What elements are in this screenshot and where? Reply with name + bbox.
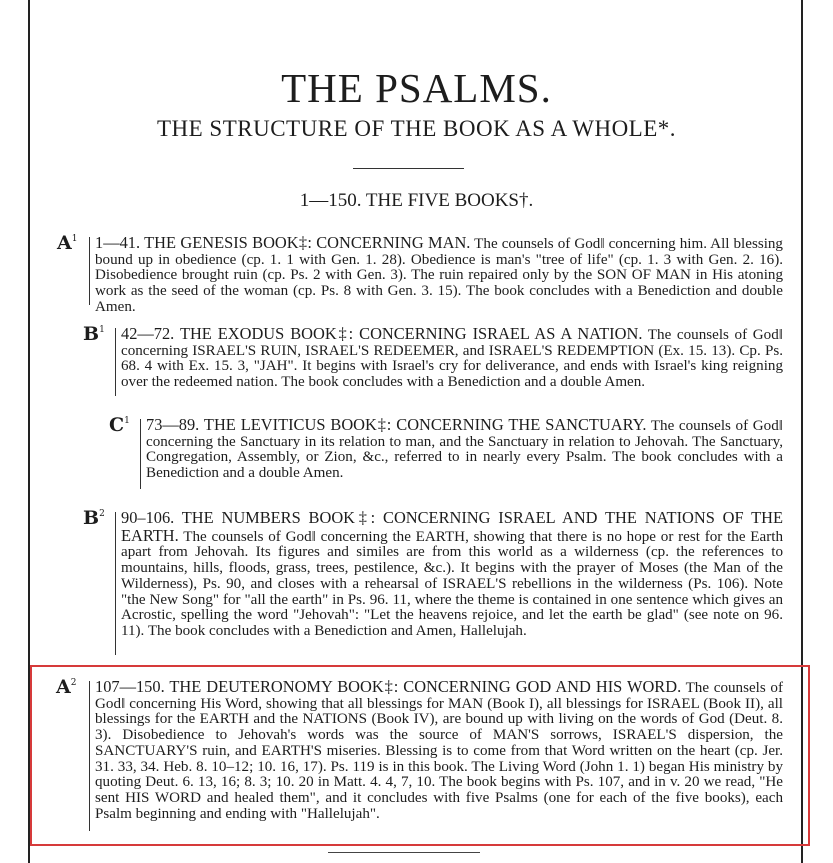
section-bar	[140, 419, 141, 489]
section-bar	[115, 512, 116, 655]
section-text	[121, 510, 783, 640]
section-bar	[89, 237, 90, 305]
section-text	[146, 417, 783, 482]
section-marker: $B^2$	[83, 507, 105, 529]
page-title: THE PSALMS.	[281, 65, 552, 111]
section-body: The counsels of God‖ concerning the EARTH, showing that there is no hope or rest for the Earth apart from Jehovah. Its figures and similes are from this world as a wilderness (cp. the references to mountains, hills, floods, grass, trees, pestilence, &c.). It begins with the prayer of Moses (the Man of the Wilderness), Ps. 90, and closes with a rehearsal of ISRAEL'S rebellions in the wilderness (Ps. 106). Note "the New Song" for "all the earth" in Ps. 96. 11, where the theme is contained in one sentence which gives an Acrostic, spelling the word "Jehovah": "Let the heavens rejoice, and let the earth be glad" (see note on 96. 11). The book concludes with a Benediction and Amen, Hallelujah.	[121, 528, 783, 639]
section-numbers	[83, 507, 783, 660]
section-exodus	[83, 323, 783, 402]
section-marker: $A^2$	[56, 676, 77, 698]
section-bar	[115, 328, 116, 396]
section-heading: 73—89. THE LEVITICUS BOOK‡: CONCERNING THE SANCTUARY.	[146, 415, 647, 434]
section-body: The counsels of God‖ concerning ISRAEL'S RUIN, ISRAEL'S REDEEMER, and ISRAEL'S REDEMPTION (Ex. 15. 13). Cp. Ps. 68. 4 with Ex. 15. 3, "JAH". It begins with Israel's cry for deliverance, and ends with Israel's king reigning over the redeemed nation. The book concludes with a Benediction and a double Amen.	[121, 327, 783, 391]
section-body: The counsels of God‖ concerning His Word, showing that all blessings for MAN (Book I), all blessings for ISRAEL (Book II), all blessings for the EARTH and the NATIONS (Book IV), are bound up with living on the words of God (Deut. 8. 3). Disobedience to Jehovah's words was the source of MAN'S sorrows, ISRAEL'S dispersion, the SANCTUARY'S ruin, and EARTH'S miseries. Blessing is to come from that Word written on the heart (cp. Jer. 31. 33, 34. Heb. 8. 10–12; 10. 16, 17). Ps. 119 is in this book. The Living Word (John 1. 1) began His ministry by quoting Deut. 6. 13, 16; 8. 3; 10. 20 in Matt. 4. 4, 7, 10. The book begins with Ps. 107, and in v. 20 we read, "He sent HIS WORD and healed them", and it concludes with five Psalms (one for each of the five books), each Psalm beginning and ending with "Hallelujah".	[95, 680, 783, 822]
books-heading: 1—150. THE FIVE BOOKS†.	[299, 190, 534, 211]
section-leviticus	[109, 414, 783, 495]
bottom-rule	[328, 852, 480, 853]
section-text	[121, 326, 783, 391]
section-marker: $C^1$	[109, 414, 130, 436]
page-subtitle: THE STRUCTURE OF THE BOOK AS A WHOLE*.	[156, 116, 677, 141]
section-heading: 107—150. THE DEUTERONOMY BOOK‡: CONCERNING GOD AND HIS WORD.	[95, 677, 682, 696]
section-marker: $B^1$	[83, 323, 105, 345]
section-body: The counsels of God‖ concerning him. All blessing bound up in obedience (cp. 1. 1 with Gen. 1. 28). Obedience is man's "tree of life" (cp. 1. 3 with Gen. 2. 16). Disobedience brought ruin (cp. Ps. 2 with Gen. 3). The ruin repaired only by the SON OF MAN in His atoning work as the seed of the woman (cp. Ps. 8 with Gen. 3. 15). The book concludes with a Benediction and double Amen.	[95, 236, 783, 315]
section-marker: $A^1$	[57, 232, 78, 254]
section-heading: 90–106. THE NUMBERS BOOK‡: CONCERNING ISRAEL AND THE NATIONS OF THE EARTH.	[121, 508, 783, 545]
section-heading: 1—41. THE GENESIS BOOK‡: CONCERNING MAN.	[95, 233, 471, 252]
highlight-box	[30, 665, 810, 846]
section-genesis	[57, 232, 783, 315]
section-heading: 42—72. THE EXODUS BOOK‡: CONCERNING ISRAEL AS A NATION.	[121, 324, 643, 343]
section-body: The counsels of God‖ concerning the Sanctuary in its relation to man, and the Sanctuary in relation to Jehovah. The Sanctuary, Congregation, Assembly, or Zion, &c., referred to in nearly every Psalm. The book concludes with a Benediction and a double Amen.	[146, 418, 783, 482]
section-text	[95, 235, 783, 316]
title-rule	[353, 168, 464, 169]
